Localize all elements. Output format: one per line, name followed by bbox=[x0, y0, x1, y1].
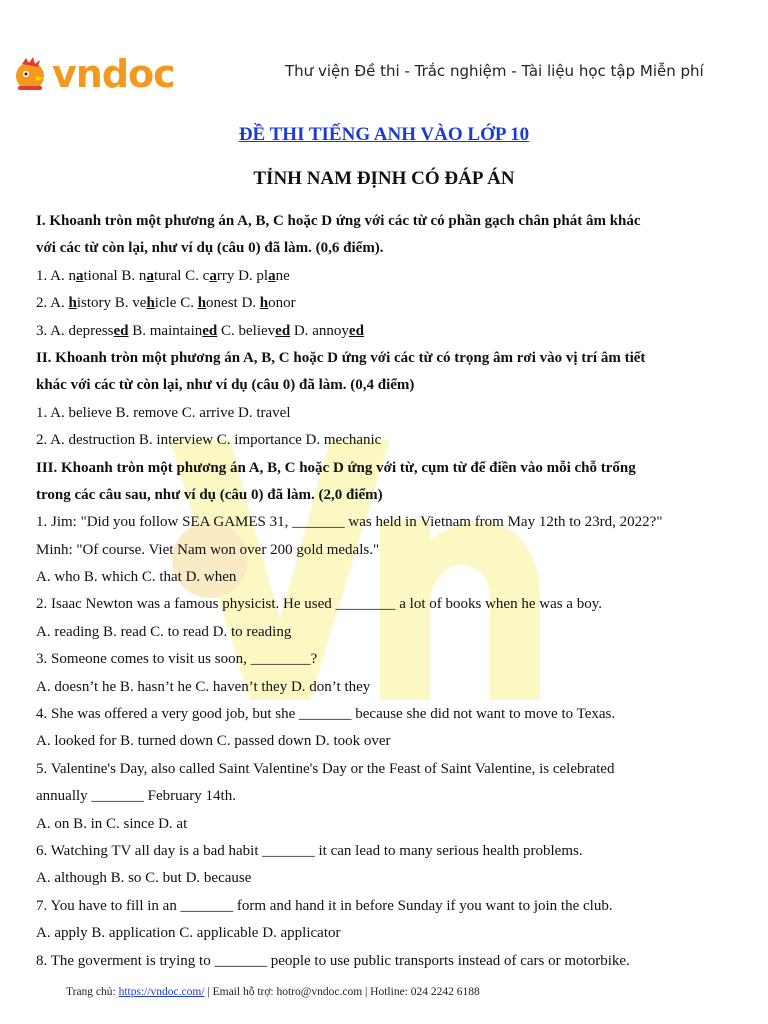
logo-text: vndoc bbox=[52, 52, 175, 96]
s1-question-3 bbox=[36, 318, 736, 345]
section-2-heading: II. Khoanh tròn một phương án A, B, C hoặc D ứng với các từ có trọng âm rơi vào vị trí âm tiết bbox=[36, 349, 646, 366]
text: rry D. pl bbox=[216, 267, 269, 284]
underlined-sound: h bbox=[68, 295, 77, 312]
section-3-heading-cont: trong các câu sau, như ví dụ (câu 0) đã làm. (2,0 điểm) bbox=[36, 486, 383, 503]
section-1-heading-cont: với các từ còn lại, như ví dụ (câu 0) đã làm. (0,6 điểm). bbox=[36, 240, 384, 257]
underlined-sound: h bbox=[259, 295, 269, 312]
s3-question-4-options: A. looked for B. turned down C. passed down D. took over bbox=[36, 733, 391, 750]
chicken-mascot-icon bbox=[10, 54, 50, 94]
text: D. annoy bbox=[290, 322, 349, 339]
text: ne bbox=[275, 267, 290, 284]
s3-question-3-options: A. doesn’t he B. hasn’t he C. haven’t they D. don’t they bbox=[36, 678, 371, 695]
text: onor bbox=[268, 295, 296, 312]
s3-question-8: 8. The goverment is trying to _______ people to use public transports instead of cars or motorbike. bbox=[36, 952, 630, 969]
text: 3. A. depress bbox=[36, 322, 114, 339]
s3-question-5: 5. Valentine's Day, also called Saint Valentine's Day or the Feast of Saint Valentine, is celebrated bbox=[36, 760, 615, 777]
s3-question-5-options: A. on B. in C. since D. at bbox=[36, 815, 188, 832]
s3-question-4: 4. She was offered a very good job, but she _______ because she did not want to move to Texas. bbox=[36, 706, 616, 723]
section-3-heading: III. Khoanh tròn một phương án A, B, C hoặc D ứng với từ, cụm từ để điền vào mỗi chỗ trống bbox=[36, 459, 636, 476]
underlined-sound: a bbox=[76, 267, 84, 284]
s3-question-1-options: A. who B. which C. that D. when bbox=[36, 569, 237, 586]
text: onest D. bbox=[206, 295, 260, 312]
s3-question-7-options: A. apply B. application C. applicable D. applicator bbox=[36, 925, 341, 942]
s3-question-6: 6. Watching TV all day is a bad habit _______ it can lead to many serious health problems. bbox=[36, 842, 583, 859]
footer-home-label: Trang chủ: bbox=[66, 986, 119, 998]
s1-question-1 bbox=[36, 263, 736, 290]
text: 1. A. n bbox=[36, 267, 77, 284]
s2-question-2: 2. A. destruction B. interview C. importance D. mechanic bbox=[36, 432, 382, 449]
s3-question-3: 3. Someone comes to visit us soon, ________? bbox=[36, 651, 318, 668]
s3-question-6-options: A. although B. so C. but D. because bbox=[36, 870, 252, 887]
underlined-sound: a bbox=[268, 267, 276, 284]
s3-question-1-cont: Minh: "Of course. Viet Nam won over 200 gold medals." bbox=[36, 541, 380, 558]
underlined-sound: ed bbox=[275, 322, 291, 339]
page-footer bbox=[66, 986, 480, 998]
text: tural C. c bbox=[153, 267, 210, 284]
page-title[interactable]: ĐỀ THI TIẾNG ANH VÀO LỚP 10 bbox=[238, 124, 530, 145]
text: B. maintain bbox=[128, 322, 203, 339]
s1-question-2 bbox=[36, 290, 736, 317]
text: C. believ bbox=[217, 322, 276, 339]
underlined-sound: a bbox=[146, 267, 154, 284]
underlined-sound: ed bbox=[113, 322, 129, 339]
underlined-sound: ed bbox=[348, 322, 364, 339]
underlined-sound: ed bbox=[202, 322, 218, 339]
header-tagline: Thư viện Đề thi - Trắc nghiệm - Tài liệu học tập Miễn phí bbox=[285, 62, 704, 80]
s3-question-2: 2. Isaac Newton was a famous physicist. He used ________ a lot of books when he was a boy. bbox=[36, 596, 602, 613]
s3-question-5-cont: annually _______ February 14th. bbox=[36, 788, 236, 805]
text: icle C. bbox=[154, 295, 198, 312]
s2-question-1: 1. A. believe B. remove C. arrive D. travel bbox=[36, 404, 291, 421]
exam-content bbox=[36, 208, 736, 975]
s3-question-7: 7. You have to fill in an _______ form and hand it in before Sunday if you want to join the club. bbox=[36, 897, 613, 914]
underlined-sound: a bbox=[209, 267, 217, 284]
text: 2. A. bbox=[36, 295, 69, 312]
section-2-heading-cont: khác với các từ còn lại, như ví dụ (câu 0) đã làm. (0,4 điểm) bbox=[36, 377, 415, 394]
text: istory B. ve bbox=[76, 295, 147, 312]
underlined-sound: h bbox=[146, 295, 155, 312]
s3-question-1: 1. Jim: "Did you follow SEA GAMES 31, _______ was held in Vietnam from May 12th to 23rd, 2022?" bbox=[36, 514, 663, 531]
section-1-heading: I. Khoanh tròn một phương án A, B, C hoặc D ứng với các từ có phần gạch chân phát âm khác bbox=[36, 213, 641, 229]
underlined-sound: h bbox=[197, 295, 207, 312]
footer-home-link[interactable]: https://vndoc.com/ bbox=[118, 986, 205, 998]
s3-question-2-options: A. reading B. read C. to read D. to reading bbox=[36, 623, 292, 640]
text: tional B. n bbox=[83, 267, 147, 284]
footer-contact: | Email hỗ trợ: hotro@vndoc.com | Hotline: 024 2242 6188 bbox=[204, 986, 480, 998]
page-subtitle: TỈNH NAM ĐỊNH CÓ ĐÁP ÁN bbox=[253, 168, 515, 189]
vndoc-logo[interactable] bbox=[10, 54, 175, 94]
page-header bbox=[0, 48, 768, 108]
